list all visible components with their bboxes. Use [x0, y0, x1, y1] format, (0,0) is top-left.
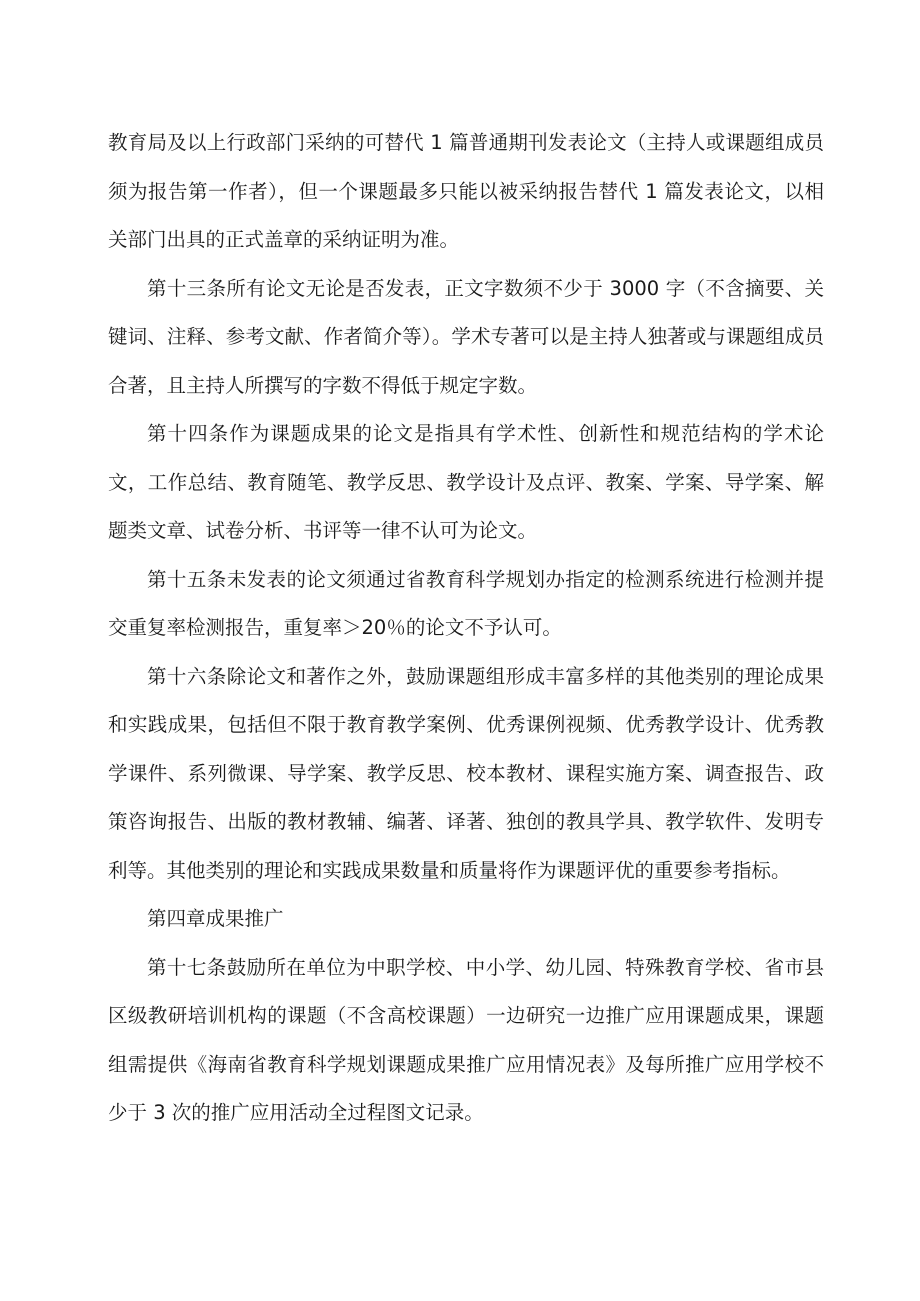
paragraph-article-13: 第十三条所有论文无论是否发表，正文字数须不少于 3000 字（不含摘要、关键词、注释、参考文献、作者简介等）。学术专著可以是主持人独著或与课题组成员合著，且主持人所撰写的字数不得低于规定字数。 [108, 276, 824, 397]
document-body [108, 119, 824, 1138]
chapter-heading: 第四章成果推广 [147, 907, 284, 930]
paragraph-article-15: 第十五条未发表的论文须通过省教育科学规划办指定的检测系统进行检测并提交重复率检测报告，重复率＞20％的论文不予认可。 [108, 567, 824, 639]
paragraph-article-17: 第十七条鼓励所在单位为中职学校、中小学、幼儿园、特殊教育学校、省市县区级教研培训机构的课题（不含高校课题）一边研究一边推广应用课题成果，课题组需提供《海南省教育科学规划课题成果推广应用情况表》及每所推广应用学校不少于 3 次的推广应用活动全过程图文记录。 [108, 955, 824, 1124]
paragraph-article-16: 第十六条除论文和著作之外，鼓励课题组形成丰富多样的其他类别的理论成果和实践成果，包括但不限于教育教学案例、优秀课例视频、优秀教学设计、优秀教学课件、系列微课、导学案、教学反思、校本教材、课程实施方案、调查报告、政策咨询报告、出版的教材教辅、编著、译著、独创的教具学具、教学软件、发明专利等。其他类别的理论和实践成果数量和质量将作为课题评优的重要参考指标。 [108, 664, 824, 882]
paragraph-article-14: 第十四条作为课题成果的论文是指具有学术性、创新性和规范结构的学术论文，工作总结、教育随笔、教学反思、教学设计及点评、教案、学案、导学案、解题类文章、试卷分析、书评等一律不认可为论文。 [108, 422, 824, 542]
paragraph-continuation: 教育局及以上行政部门采纳的可替代 1 篇普通期刊发表论文（主持人或课题组成员须为报告第一作者），但一个课题最多只能以被采纳报告替代 1 篇发表论文，以相关部门出具的正式盖章的采纳证明为准。 [108, 131, 824, 251]
